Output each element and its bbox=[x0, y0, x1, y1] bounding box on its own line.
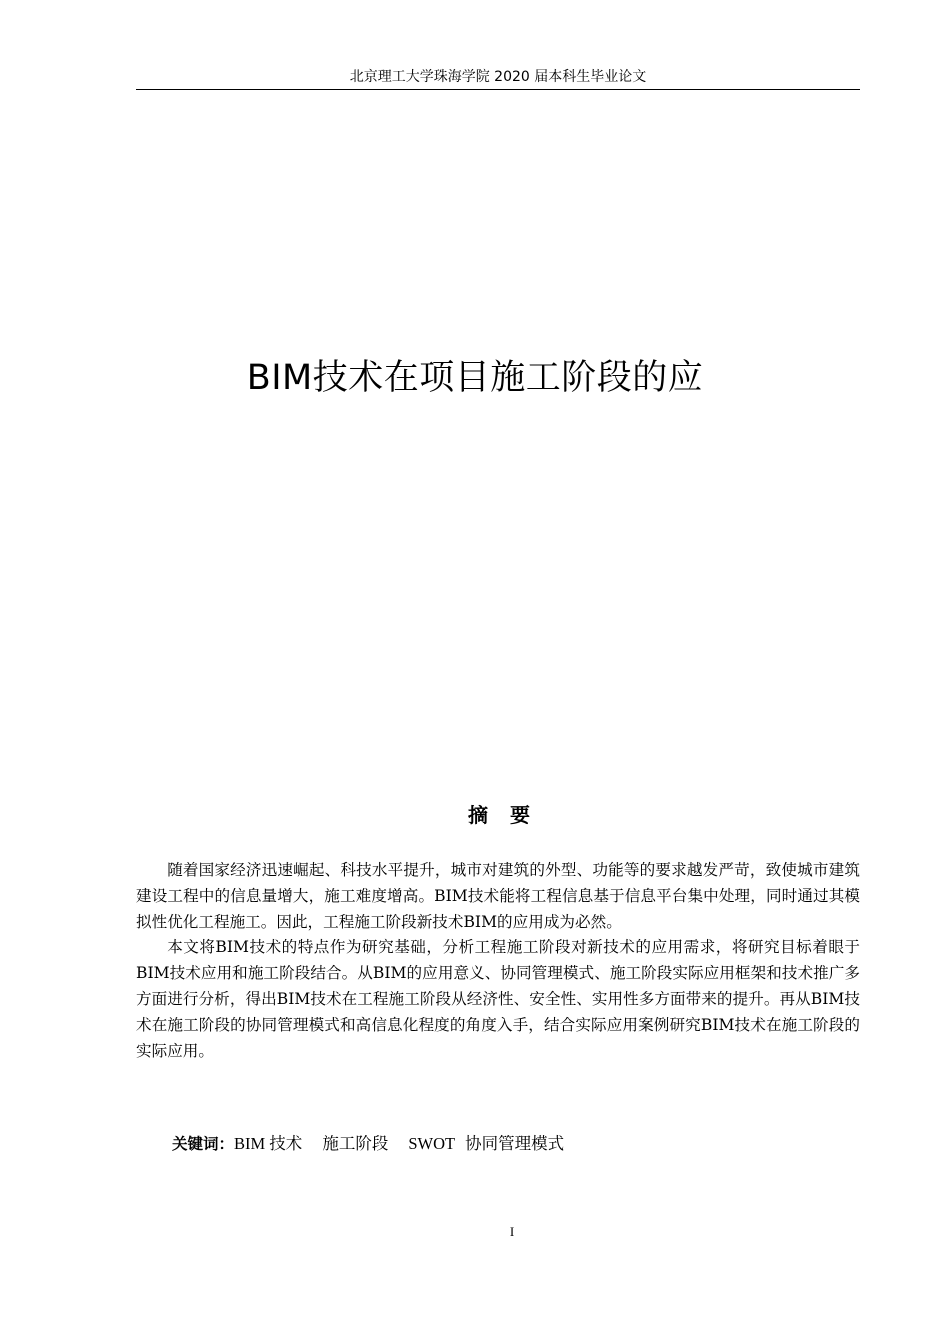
abstract-heading-char-2: 要 bbox=[510, 803, 530, 827]
page-header: 北京理工大学珠海学院 2020 届本科生毕业论文 bbox=[349, 69, 647, 85]
abstract-paragraph-1: 随着国家经济迅速崛起、科技水平提升，城市对建筑的外型、功能等的要求越发严苛，致使城市建筑建设工程中的信息量增大，施工难度增高。BIM技术能将工程信息基于信息平台集中处理，同时通过其模拟性优化工程施工。因此，工程施工阶段新技术BIM的应用成为必然。 bbox=[136, 861, 860, 931]
keywords-line bbox=[172, 1132, 564, 1156]
abstract-heading-char-1: 摘 bbox=[468, 803, 488, 827]
header-rule bbox=[136, 89, 860, 90]
page-number: I bbox=[509, 1224, 515, 1239]
keywords-label: 关键词： bbox=[172, 1135, 235, 1153]
abstract-heading bbox=[0, 800, 950, 830]
abstract-paragraph-2: 本文将BIM技术的特点作为研究基础，分析工程施工阶段对新技术的应用需求，将研究目标着眼于BIM技术应用和施工阶段结合。从BIM的应用意义、协同管理模式、施工阶段实际应用框架和技术推广多方面进行分析，得出BIM技术在工程施工阶段从经济性、安全性、实用性多方面带来的提升。再从BIM技术在施工阶段的协同管理模式和高信息化程度的角度入手，结合实际应用案例研究BIM技术在施工阶段的实际应用。 bbox=[136, 938, 860, 1060]
document-title: BIM技术在项目施工阶段的应 bbox=[246, 358, 704, 398]
abstract-body bbox=[136, 858, 860, 1064]
keyword-item: 协同管理模式 bbox=[465, 1134, 565, 1153]
keyword-item: BIM 技术 bbox=[234, 1134, 303, 1153]
keyword-item: 施工阶段 bbox=[322, 1134, 389, 1153]
keyword-item: SWOT bbox=[408, 1134, 456, 1153]
